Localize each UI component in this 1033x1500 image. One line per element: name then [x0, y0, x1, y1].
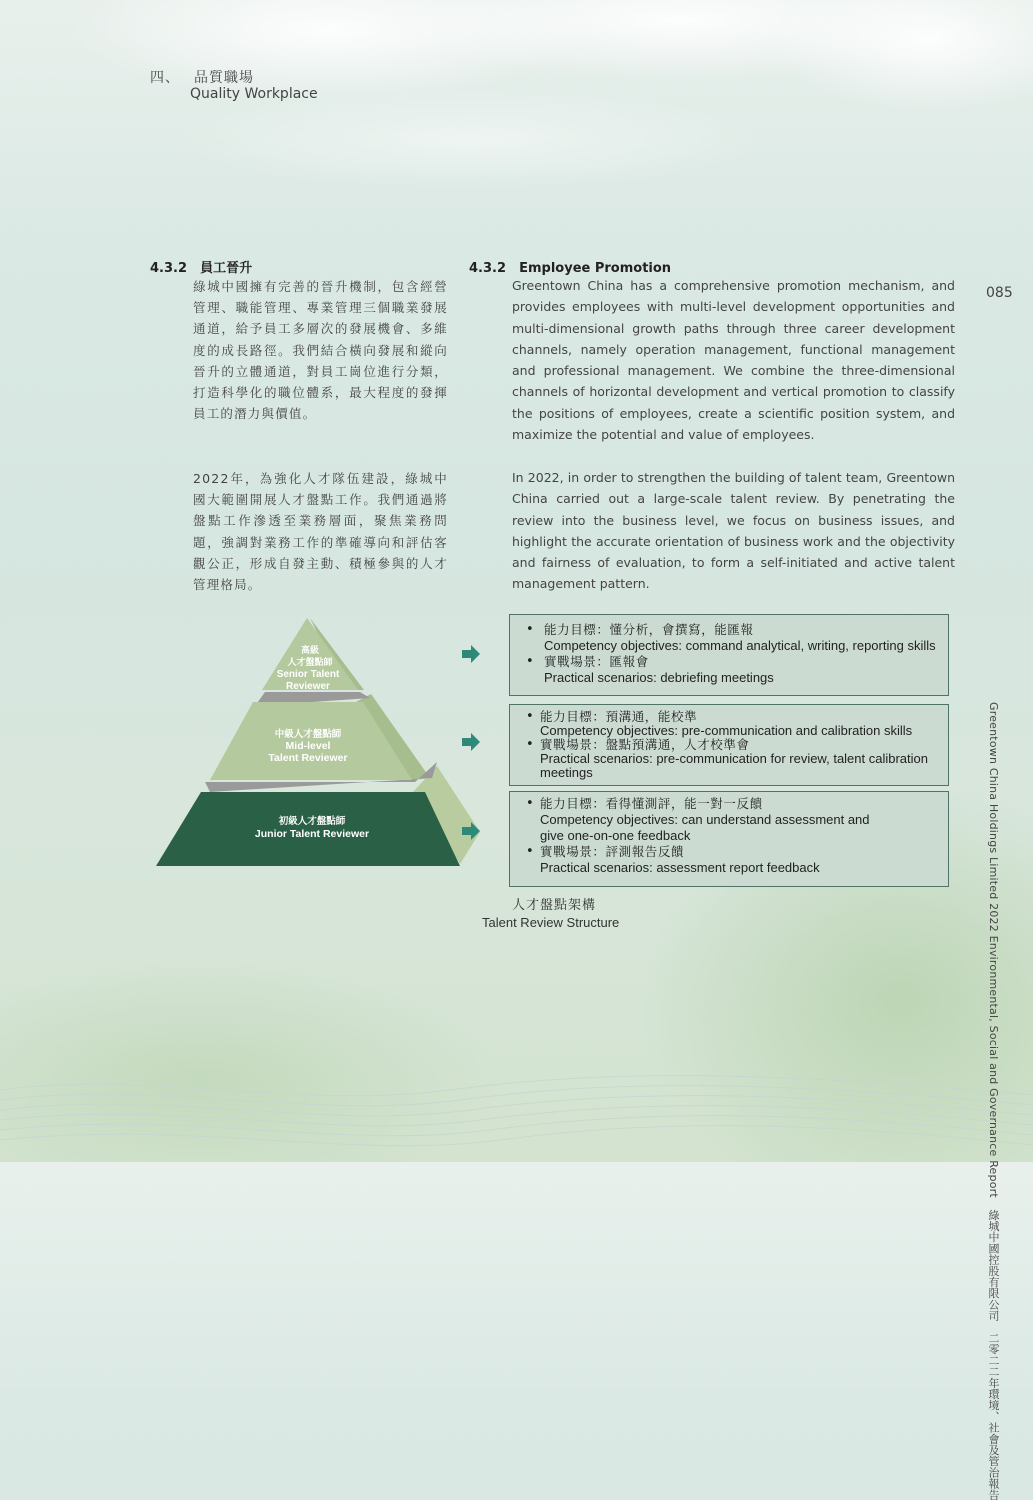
arrow-right-icon — [462, 733, 480, 751]
paragraph-zh-1: 綠城中國擁有完善的晉升機制，包含經營管理、職能管理、專業管理三個職業發展通道，給予員工多層次的發展機會、多維度的成長路徑。我們結合橫向發展和縱向晉升的立體通道，對員工崗位進行分類，打造科學化的職位體系，最大程度的發揮員工的潛力與價值。 — [193, 279, 448, 422]
list-item — [510, 710, 948, 738]
bullet-zh: • 實戰場景：評測報告反饋 — [540, 844, 685, 859]
list-item — [510, 622, 948, 654]
senior-label-zh2: 人才盤點師 — [287, 657, 333, 667]
subsection-number: 4.3.2 — [469, 261, 507, 276]
arrow-right-icon — [462, 822, 480, 840]
subsection-title: Employee Promotion — [519, 261, 672, 276]
bullet-en: Practical scenarios: assessment report feedback — [540, 860, 820, 875]
senior-label-en1: Senior Talent — [276, 669, 340, 680]
arrow-right-icon — [462, 645, 480, 663]
page-number: 085 — [986, 285, 1013, 301]
mid-label-en2: Talent Reviewer — [268, 752, 348, 764]
list-item — [510, 844, 948, 876]
bullet-en: Practical scenarios: debriefing meetings — [544, 670, 774, 685]
mid-label-zh: 中級人才盤點師 — [274, 729, 342, 740]
bullet-zh: • 能力目標：看得懂測評，能一對一反饋 — [540, 796, 763, 811]
paragraph-en-2: In 2022, in order to strengthen the building of talent team, Greentown China carried out a large-scale talent review. By penetrating the review into the business level, we focus on business issues, and highlight the accurate orientation of business work and the objectivity and fairness of evaluation, to form a self-initiated and active talent management pattern. — [512, 470, 955, 592]
mid-objectives-box — [509, 704, 949, 786]
section-header-zh — [150, 67, 254, 87]
figure-caption-zh: 人才盤點架構 — [512, 898, 597, 913]
senior-label-zh1: 高級 — [300, 645, 320, 655]
bullet-en: Competency objectives: pre-communication and calibration skills — [540, 723, 913, 738]
section-title-en: Quality Workplace — [190, 86, 318, 102]
senior-label-en2: Reviewer — [286, 681, 330, 692]
section-title-zh: 品質職場 — [194, 70, 254, 86]
bullet-en: Competency objectives: can understand assessment and give one-on-one feedback — [540, 812, 870, 843]
report-side-title: Greentown China Holdings Limited 2022 Environmental, Social and Governance Report 綠城中國控股有限公司 二零二二年環境、社會及管治報告 — [987, 702, 1000, 1500]
paragraph-en-1: Greentown China has a comprehensive promotion mechanism, and provides employees with multi-level development opportunities and multi-dimensional growth paths through three career development channels, namely operation management, functional management and professional management. We combine the three-dimensional channels of horizontal development and vertical promotion to classify the positions of employees, create a scientific position system, and maximize the potential and value of employees. — [512, 278, 955, 443]
subsection-heading-zh — [150, 257, 252, 276]
bullet-en: Competency objectives: command analytical, writing, reporting skills — [544, 638, 936, 653]
paragraph-zh-2: 2022年，為強化人才隊伍建設，綠城中國大範圍開展人才盤點工作。我們通過將盤點工作滲透至業務層面，聚焦業務問題，強調對業務工作的準確導向和評估客觀公正，形成自發主動、積極參與的人才管理格局。 — [193, 471, 448, 593]
talent-pyramid — [150, 610, 510, 875]
bullet-en: Practical scenarios: pre-communication for review, talent calibration meetings — [540, 751, 929, 780]
subsection-title: 員工晉升 — [200, 261, 253, 276]
list-item — [510, 654, 948, 686]
senior-objectives-box — [509, 614, 949, 696]
section-number-zh: 四、 — [150, 70, 180, 86]
bullet-zh: • 能力目標：懂分析，會撰寫，能匯報 — [544, 622, 754, 637]
junior-label-en: Junior Talent Reviewer — [254, 828, 370, 840]
subsection-number: 4.3.2 — [150, 261, 188, 276]
bullet-zh: • 實戰場景：盤點預溝通，人才校準會 — [540, 737, 750, 752]
subsection-heading-en — [469, 257, 671, 276]
bullet-zh: • 實戰場景：匯報會 — [544, 654, 649, 669]
list-item — [510, 738, 948, 780]
mid-label-en1: Mid-level — [285, 740, 331, 752]
figure-caption-en: Talent Review Structure — [482, 915, 620, 930]
junior-label-zh: 初級人才盤點師 — [278, 816, 346, 827]
list-item — [510, 796, 948, 844]
bullet-zh: • 能力目標：預溝通，能校準 — [540, 709, 698, 724]
junior-objectives-box — [509, 791, 949, 887]
